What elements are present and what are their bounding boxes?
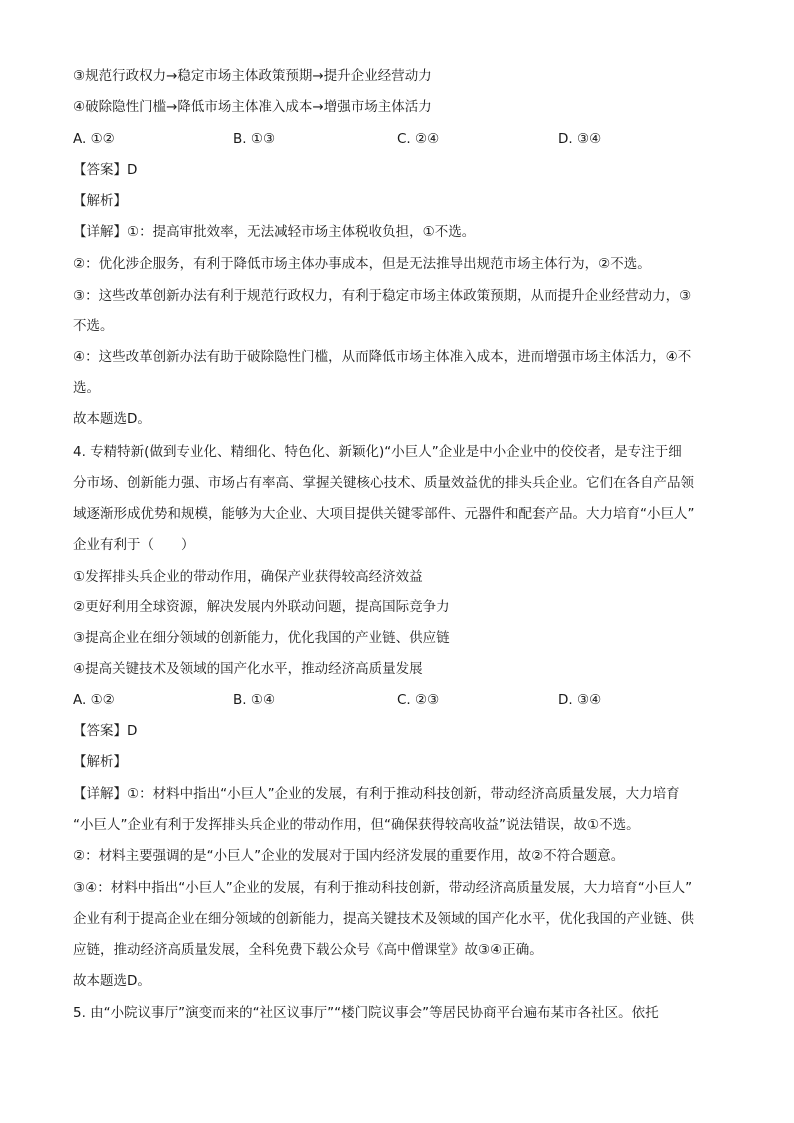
q4-statement-2: ②更好利用全球资源，解决发展内外联动问题，提高国际竞争力 bbox=[73, 599, 450, 615]
q4-statement-4: ④提高关键技术及领域的国产化水平，推动经济高质量发展 bbox=[73, 661, 423, 677]
q4-analysis-label: 【解析】 bbox=[73, 754, 127, 770]
q3-explanation-line: ②：优化涉企服务，有利于降低市场主体办事成本，但是无法推导出规范市场主体行为，②不选。 bbox=[73, 256, 651, 272]
q4-stem-line: 4. 专精特新(做到专业化、精细化、特色化、新颖化)“小巨人”企业是中小企业中的佼佼者，是专注于细 bbox=[73, 444, 682, 460]
q5-stem-line: 5. 由“小院议事厅”演变而来的“社区议事厅”“楼门院议事会”等居民协商平台遍布某市各社区。依托 bbox=[73, 1005, 659, 1021]
q3-explanation-line: 选。 bbox=[73, 380, 100, 396]
q4-option-d: D. ③④ bbox=[558, 692, 602, 708]
q3-explanation-line: ④：这些改革创新办法有助于破除隐性门槛，从而降低市场主体准入成本，进而增强市场主体活力，④不 bbox=[73, 349, 692, 365]
q3-option-a: A. ①② bbox=[73, 131, 115, 147]
q4-stem-line: 域逐渐形成优势和规模，能够为大企业、大项目提供关键零部件、元器件和配套产品。大力培育“小巨人” bbox=[73, 506, 695, 522]
q4-option-a: A. ①② bbox=[73, 692, 115, 708]
q4-explanation-line: “小巨人”企业有利于发挥排头兵企业的带动作用，但“确保获得较高收益”说法错误，故①不选。 bbox=[73, 817, 640, 833]
q4-statement-1: ①发挥排头兵企业的带动作用，确保产业获得较高经济效益 bbox=[73, 569, 423, 585]
q3-analysis-label: 【解析】 bbox=[73, 193, 127, 209]
q3-explanation-line: ③：这些改革创新办法有利于规范行政权力，有利于稳定市场主体政策预期，从而提升企业经营动力，③ bbox=[73, 288, 692, 304]
q4-explanation-line: ②：材料主要强调的是“小巨人”企业的发展对于国内经济发展的重要作用，故②不符合题意。 bbox=[73, 848, 625, 864]
q4-conclusion: 故本题选D。 bbox=[73, 973, 151, 989]
q4-option-b: B. ①④ bbox=[233, 692, 276, 708]
q3-explanation-line: 【详解】①：提高审批效率，无法减轻市场主体税收负担，①不选。 bbox=[73, 224, 476, 240]
q4-explanation-line: 【详解】①：材料中指出“小巨人”企业的发展，有利于推动科技创新，带动经济高质量发展，大力培育 bbox=[73, 786, 680, 802]
q3-conclusion: 故本题选D。 bbox=[73, 411, 151, 427]
q3-statement-3: ③规范行政权力→稳定市场主体政策预期→提升企业经营动力 bbox=[73, 68, 432, 84]
q3-statement-4: ④破除隐性门槛→降低市场主体准入成本→增强市场主体活力 bbox=[73, 99, 432, 115]
q3-option-c: C. ②④ bbox=[397, 131, 440, 147]
q3-option-d: D. ③④ bbox=[558, 131, 602, 147]
q4-option-c: C. ②③ bbox=[397, 692, 440, 708]
q3-explanation-line: 不选。 bbox=[73, 318, 114, 334]
q4-stem-line: 企业有利于（ ） bbox=[73, 537, 195, 553]
q4-explanation-line: 应链，推动经济高质量发展，全科免费下载公众号《高中僧课堂》故③④正确。 bbox=[73, 942, 543, 958]
q4-stem-line: 分市场、创新能力强、市场占有率高、掌握关键核心技术、质量效益优的排头兵企业。它们在各自产品领 bbox=[73, 475, 694, 491]
q4-explanation-line: ③④：材料中指出“小巨人”企业的发展，有利于推动科技创新，带动经济高质量发展，大力培育“小巨人” bbox=[73, 880, 693, 896]
q3-option-b: B. ①③ bbox=[233, 131, 276, 147]
q3-answer: 【答案】D bbox=[73, 162, 138, 178]
q4-statement-3: ③提高企业在细分领域的创新能力，优化我国的产业链、供应链 bbox=[73, 630, 450, 646]
q4-explanation-line: 企业有利于提高企业在细分领域的创新能力，提高关键技术及领域的国产化水平，优化我国的产业链、供 bbox=[73, 911, 694, 927]
q4-answer: 【答案】D bbox=[73, 723, 138, 739]
